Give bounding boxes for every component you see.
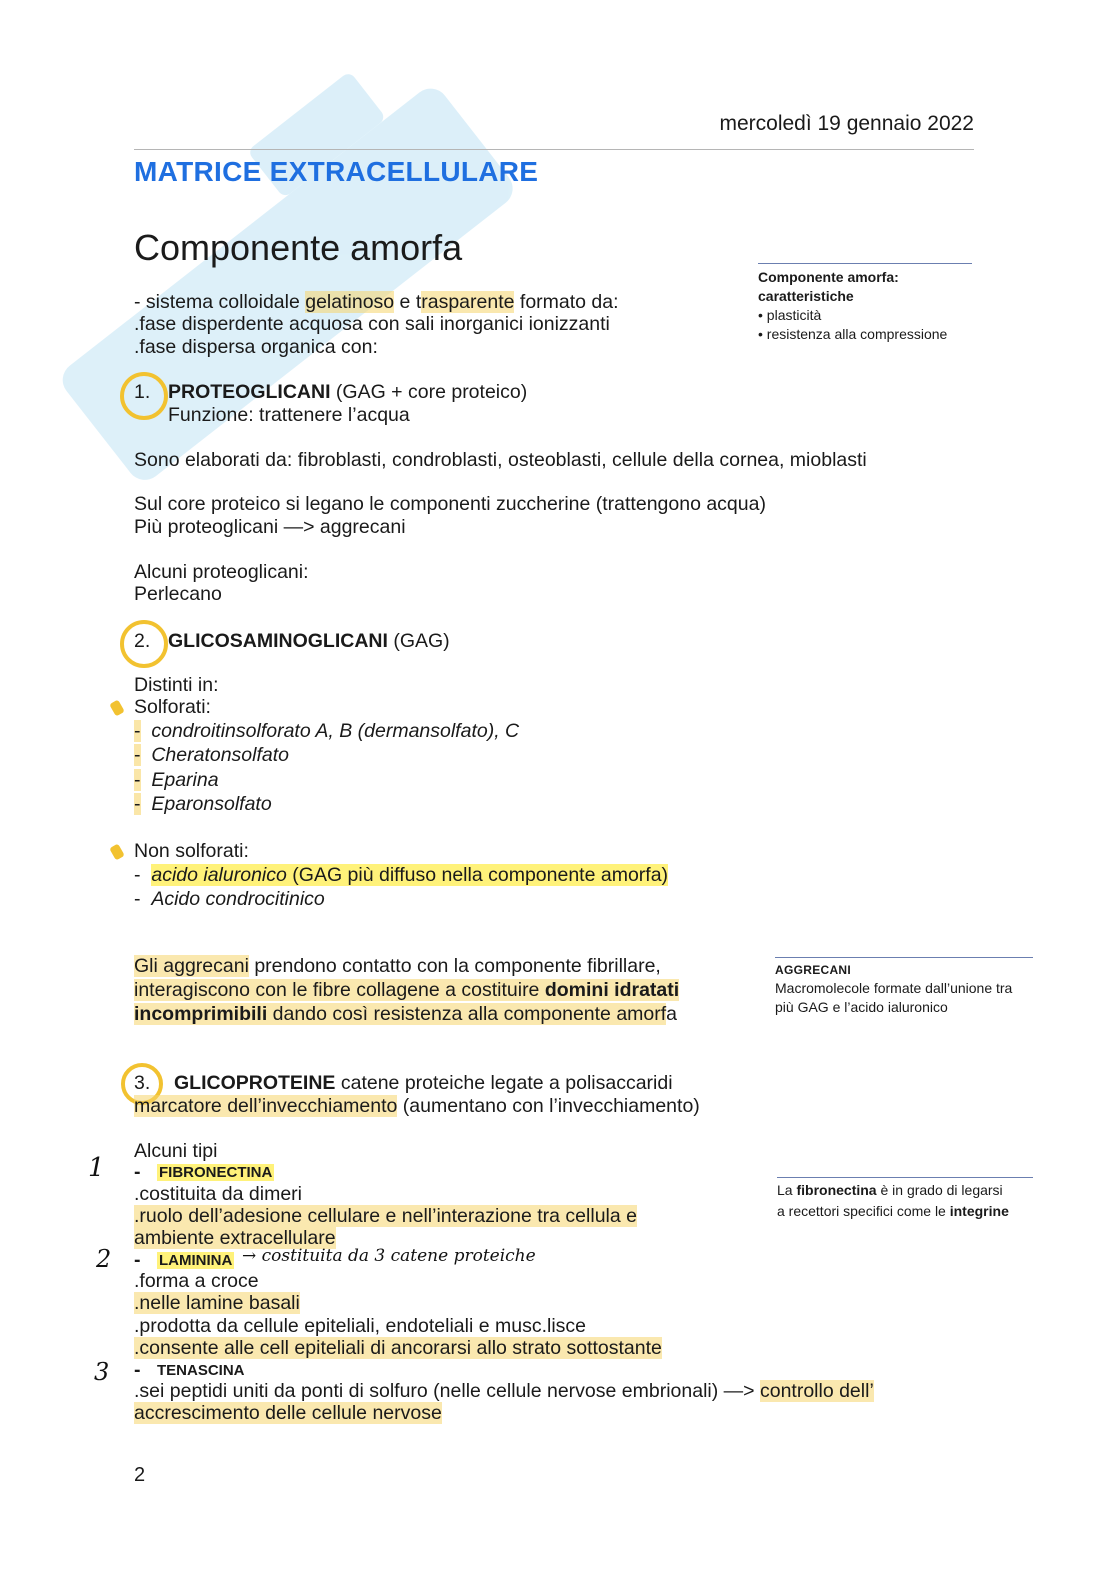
intro-line-3: .fase dispersa organica con: [134,336,378,358]
sidebar1-title-1: Componente amorfa: [758,269,899,285]
sidebar-rule-1 [758,263,972,264]
section-heading: Componente amorfa [134,227,463,268]
text: acido ialuronico [151,864,287,886]
sidebar1-item: • resistenza alla compressione [758,326,948,342]
dash: - [134,744,141,766]
handwritten-number: 3 [94,1358,110,1386]
sidebar2-line: più GAG e l’acido ialuronico [775,999,948,1015]
section3-marker [134,1095,700,1118]
dash: - [134,793,141,815]
bullet-mark [109,843,125,860]
header-divider [134,149,974,150]
sulfated-item [134,769,219,792]
section2-title [168,630,450,653]
date-label: mercoledì 19 gennaio 2022 [719,112,974,135]
dash: - [134,864,141,886]
text: catene proteiche legate a polisaccaridi [335,1072,673,1094]
section3-types: Alcuni tipi [134,1140,218,1162]
text: prendono contatto con la componente fibrillare, [248,955,661,977]
handwritten-number: 1 [88,1153,105,1183]
laminina-line: .prodotta da cellule epiteliali, endoteliali e musc.lisce [134,1315,587,1337]
handwritten-number: 2 [96,1245,112,1273]
section2-number: 2. [134,630,151,652]
text: fibronectina [796,1182,877,1198]
tenascina-dash: - [134,1359,141,1381]
fibronectina-line [134,1205,637,1228]
highlight: controllo dell’ [759,1380,874,1402]
section2-sulfated-label: Solforati: [134,696,211,718]
sidebar2-title: AGGRECANI [775,963,852,977]
laminina-line [134,1292,300,1315]
sidebar2-line: Macromolecole formate dall’unione tra [775,980,1013,996]
sidebar1-item: • plasticità [758,307,822,323]
tenascina-line [134,1402,442,1425]
tenascina-label: TENASCINA [157,1362,245,1379]
text: e t [394,291,422,313]
sidebar3-line-1 [777,1181,1003,1200]
text: Cheratonsolfato [151,744,290,766]
section1-core: Sul core proteico si legano le componenti zuccherine (trattengono acqua) [134,493,766,515]
handwritten-note: → costituita da 3 catene proteiche [242,1246,536,1266]
fibronectina-dash: - [134,1161,141,1183]
text: è in grado di legarsi [876,1182,1003,1198]
aggrecani-line-3 [134,1003,677,1026]
text: (aumentano con l’invecchiamento) [397,1095,700,1117]
laminina-dash: - [134,1249,141,1271]
section1-function: Funzione: trattenere l’acqua [168,404,410,426]
aggrecani-line-2 [134,979,679,1002]
sidebar-rule-3 [777,1177,1033,1178]
intro-line-1 [134,291,619,314]
highlight: Gli aggrecani [134,955,249,977]
text: Eparina [151,769,219,791]
sidebar3-line-2 [777,1202,1009,1221]
text: - sistema colloidale [134,291,306,313]
highlight: .consente alle cell epiteliali di ancorarsi allo strato sottostante [134,1337,662,1359]
highlight: .ruolo dell’adesione cellulare e nell’interazione tra cellula e [134,1205,637,1227]
section1-title [168,381,527,404]
text: .sei peptidi uniti da ponti di solfuro (nelle cellule nervose embrionali) —> [134,1380,760,1402]
text: a [666,1003,678,1025]
highlight: marcatore dell’invecchiamento [134,1095,398,1117]
nonsulfated-item [134,888,325,911]
text: La [777,1182,797,1198]
text: (GAG + core proteico) [330,381,528,403]
fibronectina-label: FIBRONECTINA [159,1164,273,1181]
tenascina-line [134,1380,874,1403]
highlight: gelatinoso [305,291,395,313]
highlight: rasparente [421,291,515,313]
text: dando così resistenza alla componente amorf [267,1003,667,1025]
section1-perlecano: Perlecano [134,583,222,605]
text: GLICOSAMINOGLICANI [168,630,388,652]
section1-some: Alcuni proteoglicani: [134,561,309,583]
laminina-label: LAMININA [159,1252,233,1269]
section1-number: 1. [134,381,151,403]
dash: - [134,769,141,791]
fibronectina-line: .costituita da dimeri [134,1183,302,1205]
intro-line-2: .fase disperdente acquosa con sali inorganici ionizzanti [134,313,610,335]
text: interagiscono con le fibre collagene a costituire [134,979,545,1001]
aggrecani-line-1 [134,955,661,978]
text: a recettori specifici come le [777,1203,950,1219]
section3-title [174,1072,673,1095]
text: incomprimibili [134,1003,268,1025]
text: formato da: [514,291,619,313]
page-number: 2 [134,1464,146,1486]
section1-elaborated: Sono elaborati da: fibroblasti, condroblasti, osteoblasti, cellule della cornea, mioblasti [134,449,867,471]
text: PROTEOGLICANI [168,381,331,403]
sidebar-rule-2 [775,957,1033,958]
text: condroitinsolforato A, B (dermansolfato), C [151,720,520,742]
sulfated-item [134,720,519,743]
section2-distinct: Distinti in: [134,674,219,696]
laminina-line [134,1337,662,1360]
section1-more: Più proteoglicani —> aggrecani [134,516,406,538]
bullet-mark [109,699,125,716]
text: Acido condrocitinico [151,888,325,910]
text: (GAG più diffuso nella componente amorfa) [286,864,669,886]
text: Eparonsolfato [151,793,272,815]
sulfated-item [134,793,272,816]
text: (GAG) [387,630,450,652]
page-title: MATRICE EXTRACELLULARE [134,156,539,187]
highlight: accrescimento delle cellule nervose [134,1402,442,1424]
dash: - [134,888,141,910]
highlight: ambiente extracellulare [134,1227,336,1249]
nonsulfated-item [134,864,668,887]
laminina-line: .forma a croce [134,1270,259,1292]
sulfated-item [134,744,289,767]
text: integrine [949,1203,1009,1219]
text: GLICOPROTEINE [174,1072,336,1094]
section3-number: 3. [134,1072,151,1094]
text: domini idratati [544,979,680,1001]
sidebar1-title-2: caratteristiche [758,288,854,304]
highlight: .nelle lamine basali [134,1292,300,1314]
section2-nonsulfated-label: Non solforati: [134,840,249,862]
dash: - [134,720,141,742]
